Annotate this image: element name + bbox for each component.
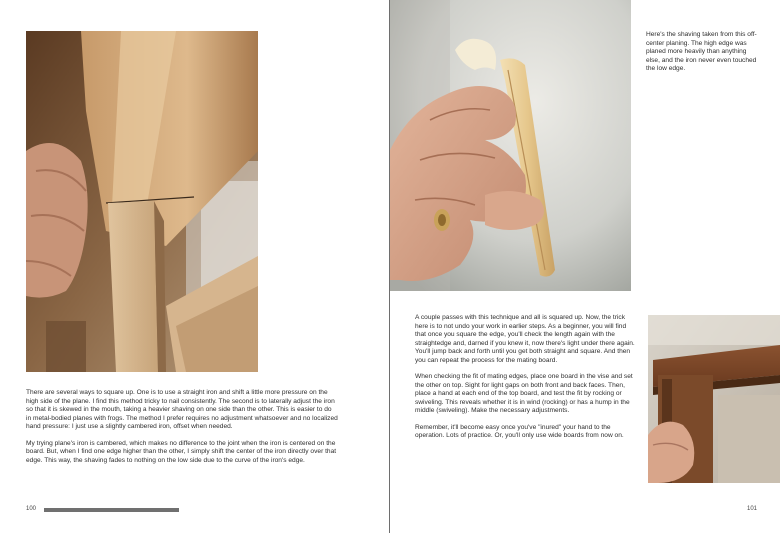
page-number-right: 101 (747, 506, 758, 512)
left-paragraph-1: There are several ways to square up. One is to use a straight iron and shift a little more pressure on the high side of the plane. I find this method tricky to nail consistently. The second is to laterally adjust the iron so that it is skewed in the mouth, taking a heavier shaving on one side than the other. This is easier to do in metal-bodied planes with frogs. The method I prefer requires no adjustment whatsoever and no localized hand pressure: I just use a slightly cambered iron, offset when needed. (26, 389, 338, 430)
left-body-text (26, 389, 338, 473)
photo-hand-holding-shaving (390, 0, 631, 291)
right-paragraph-3: Remember, it'll become easy once you've "inured" your hand to the operation. Lots of practice. Or, you'll only use wide boards from now on. (415, 423, 624, 439)
folio-rule (44, 508, 179, 512)
right-body-text (415, 314, 635, 449)
right-page (390, 0, 780, 533)
photo-plane-on-board (26, 31, 258, 372)
page-number-left: 100 (26, 506, 37, 512)
left-paragraph-2: My trying plane's iron is cambered, which makes no difference to the joint when the iron is centered on the board. But, when I find one edge higher than the other, I simply shift the center of the iron directly over that edge. This way, the shaving fades to nothing on the low side due to the curve of the iron's edge. (26, 439, 337, 464)
right-paragraph-2: When checking the fit of mating edges, place one board in the vise and set the other on top. Sight for light gaps on both front and back faces. Then, place a hand at each end of the top board, and test the fit by rocking or swiveling. This reveals whether it is in wind (rocking) or has a hump in the middle (swiveling). Make the necessary adjustments. (415, 373, 633, 414)
photo-boards-in-vise (648, 315, 780, 483)
right-paragraph-1: A couple passes with this technique and all is squared up. Now, the trick here is to not undo your work in earlier steps. As a beginner, you will find that once you square the edge, you'll check the length again with the straightedge and, darned if you knew it, now there's light under there again. You'll jump back and forth until you get both straight and square. And then you can repeat the process for the mating board. (415, 314, 635, 364)
shaving-caption: Here's the shaving taken from this off-center planing. The high edge was planed more heavily than anything else, and the iron never even touched the low edge. (646, 31, 757, 72)
